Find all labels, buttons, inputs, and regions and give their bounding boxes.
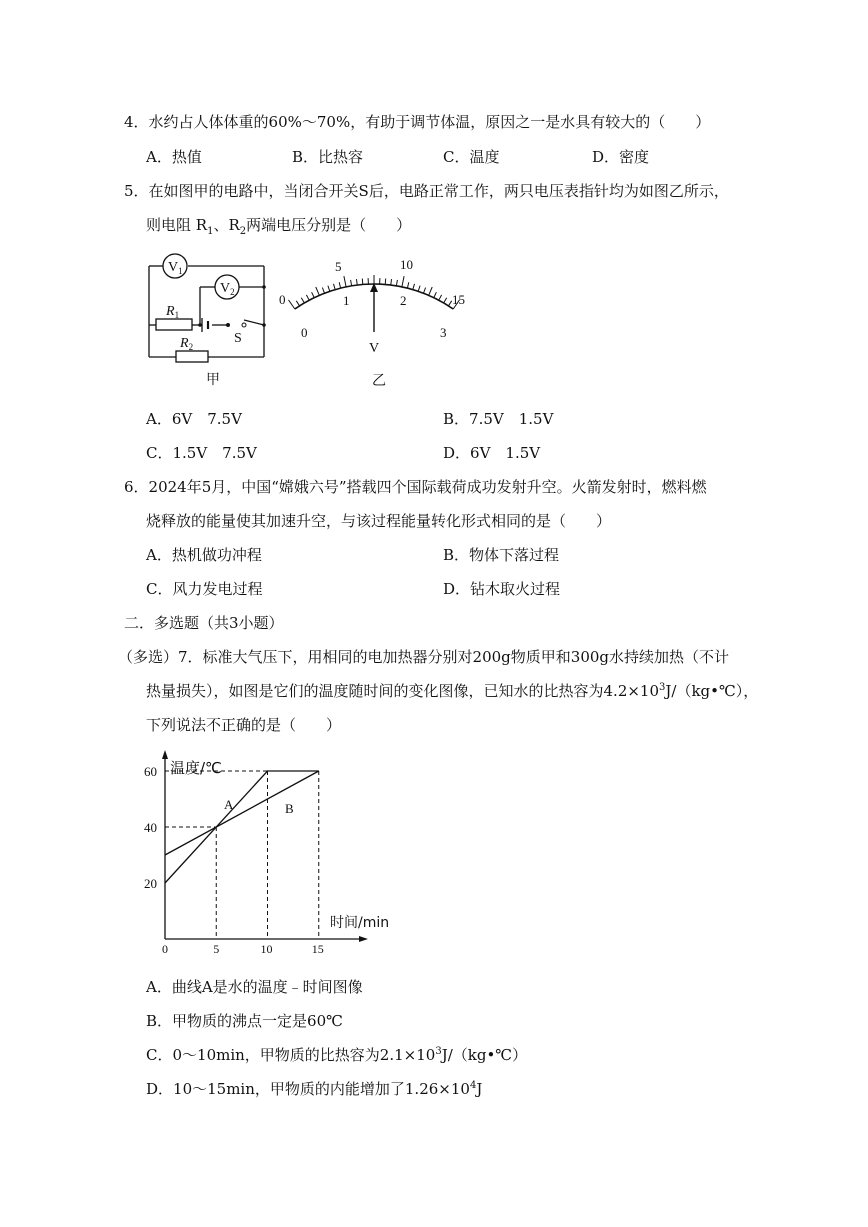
dial-tick <box>396 280 397 286</box>
x-tick-label: 0 <box>162 942 168 956</box>
dial-tick <box>391 279 392 285</box>
x-tick-label: 10 <box>260 942 273 956</box>
q7-stem-line1: （多选）7．标准大气压下，用相同的电加热器分别对200g物质甲和300g水持续加热（不计 <box>118 648 730 666</box>
dial-tick <box>312 292 315 297</box>
q7-option-d: D．10～15min，甲物质的内能增加了$1.26\times 10^4J$ <box>146 1080 483 1098</box>
dial-tick <box>402 276 404 287</box>
temperature-time-chart <box>136 746 396 956</box>
dial-tick <box>351 280 352 286</box>
dial-tick <box>444 298 447 303</box>
switch-label: S <box>234 331 242 346</box>
q7-option-a: A．曲线A是水的温度﹣时间图像 <box>146 978 363 996</box>
dial-tick <box>289 300 295 309</box>
dial-tick <box>434 292 437 297</box>
switch-contact-left <box>226 323 230 327</box>
y-tick-label: 40 <box>144 820 157 835</box>
circuit-diagram <box>140 246 280 391</box>
q7-option-c: C．0～10min，甲物质的比热容为$2.1\times 10^3J/(kg•℃)$ <box>146 1046 528 1064</box>
upper-scale-15: 15 <box>452 292 465 307</box>
series-label-b: B <box>285 801 294 816</box>
upper-scale-10: 10 <box>400 257 413 272</box>
switch-contact-right <box>242 323 246 327</box>
q5-option-b: B．7.5V 1.5V <box>443 410 554 428</box>
dial-tick <box>296 301 299 306</box>
q6-option-c: C．风力发电过程 <box>146 580 263 598</box>
dial-tick <box>357 279 358 285</box>
q4-stem: 4．水约占人体体重的60%～70%，有助于调节体温，原因之一是水具有较大的（ ） <box>124 113 711 131</box>
dial-tick <box>429 287 433 295</box>
v2-label: $V_2$ <box>220 281 235 297</box>
y-axis-label: 温度/℃ <box>170 759 222 777</box>
lower-scale-0: 0 <box>301 325 308 340</box>
q5-option-d: D．6V 1.5V <box>443 444 541 462</box>
upper-scale-0: 0 <box>279 292 286 307</box>
dial-tick <box>301 298 304 303</box>
section-heading: 二．多选题（共3小题） <box>124 614 284 632</box>
q4-option-d: D．密度 <box>592 148 650 166</box>
q6-stem-line1: 6．2024年5月，中国“嫦娥六号”搭载四个国际载荷成功发射升空。火箭发射时，燃料燃 <box>124 478 707 496</box>
lower-scale-3: 3 <box>440 325 447 340</box>
lower-scale-1: 1 <box>343 293 350 308</box>
upper-scale-5: 5 <box>335 259 342 274</box>
q6-option-b: B．物体下落过程 <box>443 546 560 564</box>
dial-tick <box>344 276 346 287</box>
q6-stem-line2: 烧释放的能量使其加速升空，与该过程能量转化形式相同的是（ ） <box>146 512 612 530</box>
q7-stem-line2: 热量损失），如图是它们的温度随时间的变化图像，已知水的比热容为$4.2\times 10^3J/(kg•℃)$， <box>146 682 759 700</box>
dial-tick <box>439 295 442 300</box>
voltmeter-unit: V <box>369 341 380 356</box>
q5-option-c: C．1.5V 7.5V <box>146 444 257 462</box>
lower-scale-2: 2 <box>400 293 407 308</box>
x-tick-label: 5 <box>213 942 220 956</box>
figure-jia-caption: 甲 <box>206 372 220 388</box>
q4-option-a: A．热值 <box>146 148 202 166</box>
q5-stem-line2: 则电阻 $R_1$、$R_2$两端电压分别是（ ） <box>146 216 412 237</box>
figure-yi-caption: 乙 <box>372 373 386 389</box>
voltmeter-dial <box>276 252 476 390</box>
dial-tick <box>362 279 363 285</box>
q5-option-a: A．6V 7.5V <box>146 410 242 428</box>
q6-option-d: D．钻木取火过程 <box>443 580 561 598</box>
x-tick-label: 15 <box>311 942 324 956</box>
series-line-b <box>165 771 319 855</box>
y-tick-label: 20 <box>144 876 157 891</box>
series-label-a: A <box>224 797 234 812</box>
r2-label: $R_2$ <box>180 336 194 352</box>
dial-tick <box>316 287 320 295</box>
q5-stem-line1: 5．在如图甲的电路中，当闭合开关S后，电路正常工作，两只电压表指针均为如图乙所示， <box>124 182 729 200</box>
q4-option-b: B．比热容 <box>292 148 364 166</box>
v1-label: $V_1$ <box>168 260 183 276</box>
dial-tick <box>306 295 309 300</box>
q7-option-b: B．甲物质的沸点一定是60℃ <box>146 1012 343 1030</box>
x-axis-label: 时间/min <box>330 915 390 931</box>
y-tick-label: 60 <box>144 764 157 779</box>
r1-label: $R_1$ <box>166 304 180 320</box>
q4-option-c: C．温度 <box>443 148 500 166</box>
q6-option-a: A．热机做功冲程 <box>146 546 262 564</box>
q7-stem-line3: 下列说法不正确的是（ ） <box>146 716 342 734</box>
dial-tick <box>385 279 386 285</box>
